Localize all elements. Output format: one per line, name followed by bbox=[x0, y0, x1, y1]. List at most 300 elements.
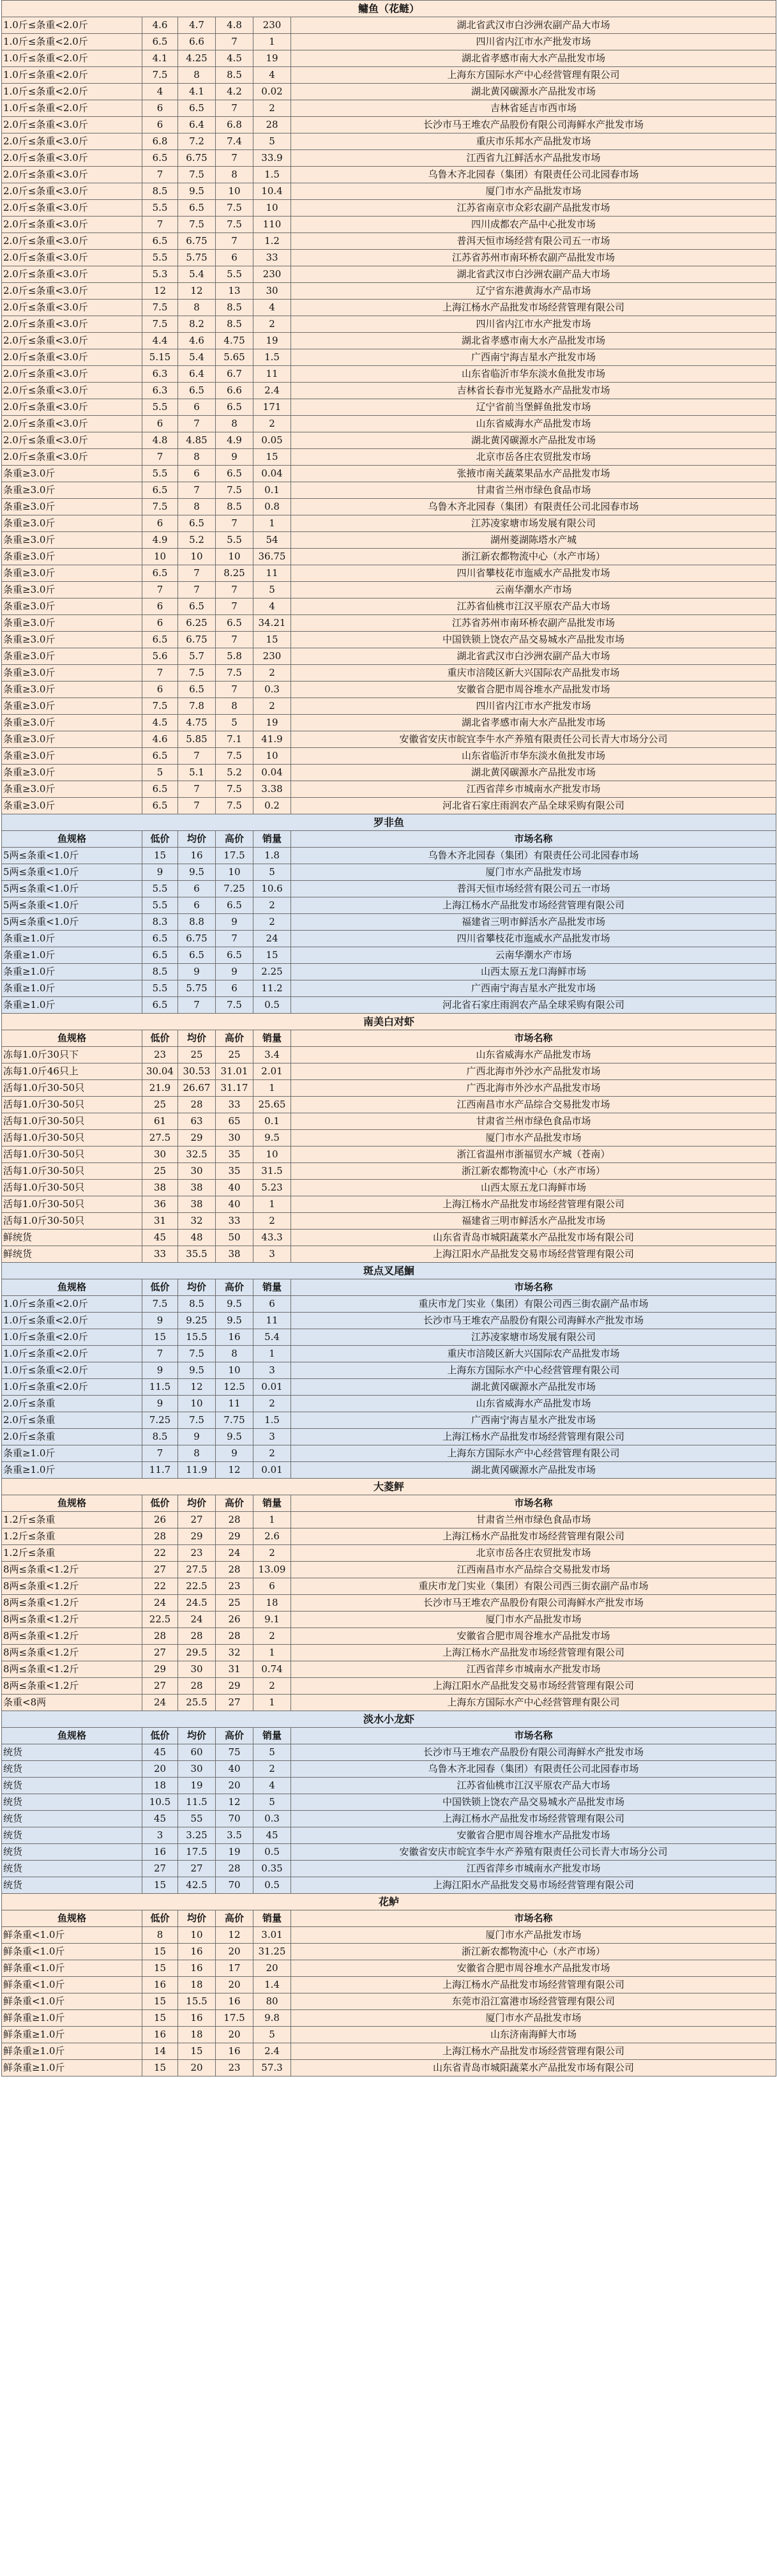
table-row bbox=[2, 1246, 776, 1263]
table-row bbox=[2, 1462, 776, 1479]
table-row bbox=[2, 881, 776, 897]
cell-high-price: 7 bbox=[216, 100, 253, 117]
cell-low-price: 7 bbox=[142, 582, 178, 598]
cell-volume: 19 bbox=[253, 50, 291, 67]
cell-avg-price: 11.9 bbox=[178, 1462, 216, 1479]
cell-market-name: 重庆市龙门实业（集团）有限公司西三街农副产品市场 bbox=[291, 1296, 776, 1313]
cell-market-name: 江苏凌家塘市场发展有限公司 bbox=[291, 515, 776, 532]
cell-market-name: 河北省石家庄雨润农产品全球采购有限公司 bbox=[291, 997, 776, 1014]
table-row bbox=[2, 366, 776, 383]
cell-high-price: 8 bbox=[216, 167, 253, 183]
section-title-row bbox=[2, 1711, 776, 1728]
cell-low-price: 22 bbox=[142, 1578, 178, 1595]
column-header-high-price: 高价 bbox=[216, 1910, 253, 1927]
cell-market-name: 安徽省合肥市周谷堆水产品批发市场 bbox=[291, 1960, 776, 1977]
cell-market-name: 山东济南海鲜大市场 bbox=[291, 2027, 776, 2043]
cell-market-name: 东莞市沿江富港市场经营管理有限公司 bbox=[291, 1993, 776, 2010]
cell-market-name: 湖北省孝感市南大水产品批发市场 bbox=[291, 50, 776, 67]
cell-spec: 条重≥3.0斤 bbox=[2, 515, 142, 532]
section-title-row bbox=[2, 1, 776, 17]
cell-avg-price: 8.5 bbox=[178, 1296, 216, 1313]
table-row bbox=[2, 1047, 776, 1063]
cell-avg-price: 16 bbox=[178, 1944, 216, 1960]
cell-market-name: 湖北黄冈碳源水产品批发市场 bbox=[291, 432, 776, 449]
cell-spec: 冻每1.0斤46只上 bbox=[2, 1063, 142, 1080]
cell-market-name: 四川省攀枝花市迤威水产品批发市场 bbox=[291, 931, 776, 947]
cell-high-price: 6.5 bbox=[216, 947, 253, 964]
cell-high-price: 8.5 bbox=[216, 300, 253, 316]
table-row bbox=[2, 2043, 776, 2060]
cell-low-price: 24 bbox=[142, 1695, 178, 1711]
cell-volume: 2 bbox=[253, 316, 291, 333]
cell-volume: 5.4 bbox=[253, 1329, 291, 1346]
cell-volume: 11 bbox=[253, 1313, 291, 1329]
cell-avg-price: 29 bbox=[178, 1130, 216, 1147]
cell-volume: 2 bbox=[253, 1678, 291, 1695]
cell-market-name: 重庆市龙门实业（集团）有限公司西三街农副产品市场 bbox=[291, 1578, 776, 1595]
cell-spec: 8两≤条重<1.2斤 bbox=[2, 1645, 142, 1661]
cell-high-price: 65 bbox=[216, 1113, 253, 1130]
cell-volume: 11 bbox=[253, 565, 291, 582]
cell-low-price: 7.25 bbox=[142, 1412, 178, 1429]
cell-market-name: 山东省青岛市城阳蔬菜水产品批发市场有限公司 bbox=[291, 2060, 776, 2077]
table-row bbox=[2, 1827, 776, 1844]
cell-avg-price: 23 bbox=[178, 1545, 216, 1562]
cell-spec: 鲜条重≥1.0斤 bbox=[2, 2027, 142, 2043]
cell-avg-price: 28 bbox=[178, 1097, 216, 1113]
column-header-avg-price: 均价 bbox=[178, 1279, 216, 1296]
cell-spec: 2.0斤≤条重<3.0斤 bbox=[2, 233, 142, 250]
cell-avg-price: 30 bbox=[178, 1761, 216, 1778]
cell-market-name: 上海江杨水产品批发市场经营管理有限公司 bbox=[291, 897, 776, 914]
cell-market-name: 浙江新农都物流中心（水产市场） bbox=[291, 1944, 776, 1960]
cell-market-name: 厦门市水产品批发市场 bbox=[291, 1612, 776, 1628]
cell-high-price: 23 bbox=[216, 2060, 253, 2077]
cell-avg-price: 5.75 bbox=[178, 250, 216, 266]
cell-market-name: 上海江杨水产品批发市场经营管理有限公司 bbox=[291, 2043, 776, 2060]
cell-high-price: 9 bbox=[216, 1445, 253, 1462]
cell-spec: 活每1.0斤30-50只 bbox=[2, 1097, 142, 1113]
cell-avg-price: 7 bbox=[178, 482, 216, 499]
section-title-row bbox=[2, 1014, 776, 1030]
cell-volume: 0.5 bbox=[253, 1844, 291, 1861]
cell-spec: 2.0斤≤条重<3.0斤 bbox=[2, 416, 142, 432]
cell-market-name: 四川省内江市水产批发市场 bbox=[291, 316, 776, 333]
cell-market-name: 山东省临沂市华东淡水鱼批发市场 bbox=[291, 748, 776, 765]
cell-high-price: 8.25 bbox=[216, 565, 253, 582]
column-header-row bbox=[2, 1279, 776, 1296]
cell-market-name: 湖北省武汉市白沙洲农副产品大市场 bbox=[291, 648, 776, 665]
cell-low-price: 7.5 bbox=[142, 499, 178, 515]
cell-low-price: 9 bbox=[142, 864, 178, 881]
table-row bbox=[2, 150, 776, 167]
cell-high-price: 30 bbox=[216, 1130, 253, 1147]
cell-market-name: 广西南宁海吉星水产批发市场 bbox=[291, 1412, 776, 1429]
cell-avg-price: 7.2 bbox=[178, 133, 216, 150]
cell-market-name: 四川省内江市水产批发市场 bbox=[291, 698, 776, 715]
cell-volume: 4 bbox=[253, 67, 291, 84]
cell-avg-price: 27 bbox=[178, 1861, 216, 1877]
cell-volume: 0.74 bbox=[253, 1661, 291, 1678]
table-row bbox=[2, 1528, 776, 1545]
table-row bbox=[2, 1794, 776, 1811]
cell-avg-price: 25.5 bbox=[178, 1695, 216, 1711]
cell-high-price: 9 bbox=[216, 449, 253, 466]
cell-market-name: 浙江省温州市浙福贸水产城（苍南） bbox=[291, 1147, 776, 1163]
column-header-market-name: 市场名称 bbox=[291, 1279, 776, 1296]
cell-market-name: 北京市岳各庄农贸批发市场 bbox=[291, 1545, 776, 1562]
cell-volume: 5 bbox=[253, 582, 291, 598]
table-row bbox=[2, 1811, 776, 1827]
table-row bbox=[2, 1661, 776, 1678]
cell-high-price: 7.5 bbox=[216, 482, 253, 499]
cell-low-price: 27 bbox=[142, 1678, 178, 1695]
cell-low-price: 4 bbox=[142, 84, 178, 100]
cell-high-price: 16 bbox=[216, 1993, 253, 2010]
cell-high-price: 31 bbox=[216, 1661, 253, 1678]
cell-low-price: 16 bbox=[142, 1977, 178, 1993]
table-row bbox=[2, 399, 776, 416]
cell-avg-price: 60 bbox=[178, 1744, 216, 1761]
section-title: 大菱鲆 bbox=[2, 1479, 776, 1495]
cell-volume: 0.04 bbox=[253, 765, 291, 781]
cell-spec: 5两≤条重<1.0斤 bbox=[2, 848, 142, 864]
cell-spec: 条重≥3.0斤 bbox=[2, 648, 142, 665]
cell-avg-price: 9.5 bbox=[178, 1362, 216, 1379]
table-row bbox=[2, 1778, 776, 1794]
table-row bbox=[2, 416, 776, 432]
cell-high-price: 8.5 bbox=[216, 67, 253, 84]
cell-low-price: 27 bbox=[142, 1645, 178, 1661]
cell-spec: 2.0斤≤条重<3.0斤 bbox=[2, 117, 142, 133]
cell-volume: 36.75 bbox=[253, 549, 291, 565]
cell-volume: 2 bbox=[253, 416, 291, 432]
cell-spec: 8两≤条重<1.2斤 bbox=[2, 1595, 142, 1612]
cell-low-price: 6.3 bbox=[142, 366, 178, 383]
cell-low-price: 11.5 bbox=[142, 1379, 178, 1396]
cell-avg-price: 27 bbox=[178, 1512, 216, 1528]
cell-volume: 0.05 bbox=[253, 432, 291, 449]
cell-avg-price: 55 bbox=[178, 1811, 216, 1827]
cell-avg-price: 32 bbox=[178, 1213, 216, 1230]
cell-low-price: 6 bbox=[142, 100, 178, 117]
cell-spec: 1.0斤≤条重<2.0斤 bbox=[2, 17, 142, 34]
cell-high-price: 19 bbox=[216, 1844, 253, 1861]
cell-market-name: 厦门市水产品批发市场 bbox=[291, 1130, 776, 1147]
cell-market-name: 广西北海市外沙水产品批发市场 bbox=[291, 1063, 776, 1080]
cell-volume: 19 bbox=[253, 715, 291, 731]
cell-high-price: 17.5 bbox=[216, 848, 253, 864]
table-row bbox=[2, 67, 776, 84]
cell-volume: 6 bbox=[253, 1296, 291, 1313]
cell-avg-price: 17.5 bbox=[178, 1844, 216, 1861]
cell-market-name: 甘肃省兰州市绿色食品市场 bbox=[291, 1512, 776, 1528]
cell-volume: 0.04 bbox=[253, 466, 291, 482]
cell-spec: 活每1.0斤30-50只 bbox=[2, 1130, 142, 1147]
cell-market-name: 重庆市涪陵区新大兴国际农产品批发市场 bbox=[291, 665, 776, 682]
table-row bbox=[2, 515, 776, 532]
cell-low-price: 7 bbox=[142, 1346, 178, 1362]
cell-low-price: 6 bbox=[142, 117, 178, 133]
cell-market-name: 乌鲁木齐北园春（集团）有限责任公司北园春市场 bbox=[291, 848, 776, 864]
cell-high-price: 8 bbox=[216, 416, 253, 432]
cell-spec: 统货 bbox=[2, 1744, 142, 1761]
cell-avg-price: 12 bbox=[178, 1379, 216, 1396]
cell-avg-price: 42.5 bbox=[178, 1877, 216, 1894]
cell-high-price: 4.9 bbox=[216, 432, 253, 449]
cell-volume: 0.8 bbox=[253, 499, 291, 515]
cell-low-price: 5.15 bbox=[142, 349, 178, 366]
table-row bbox=[2, 50, 776, 67]
cell-volume: 13.09 bbox=[253, 1562, 291, 1578]
table-row bbox=[2, 914, 776, 931]
cell-volume: 2.01 bbox=[253, 1063, 291, 1080]
cell-avg-price: 48 bbox=[178, 1230, 216, 1246]
cell-spec: 条重≥1.0斤 bbox=[2, 1462, 142, 1479]
table-row bbox=[2, 648, 776, 665]
cell-volume: 1 bbox=[253, 1080, 291, 1097]
cell-low-price: 4.6 bbox=[142, 17, 178, 34]
cell-low-price: 5.5 bbox=[142, 980, 178, 997]
cell-spec: 2.0斤≤条重<3.0斤 bbox=[2, 449, 142, 466]
cell-volume: 10 bbox=[253, 1147, 291, 1163]
cell-high-price: 6.5 bbox=[216, 615, 253, 632]
column-header-spec: 鱼规格 bbox=[2, 1030, 142, 1047]
cell-spec: 1.2斤≤条重 bbox=[2, 1528, 142, 1545]
cell-spec: 鲜条重<1.0斤 bbox=[2, 1960, 142, 1977]
cell-high-price: 8.5 bbox=[216, 499, 253, 515]
cell-spec: 2.0斤≤条重<3.0斤 bbox=[2, 250, 142, 266]
cell-spec: 8两≤条重<1.2斤 bbox=[2, 1578, 142, 1595]
cell-high-price: 10 bbox=[216, 1362, 253, 1379]
column-header-row bbox=[2, 1910, 776, 1927]
table-row bbox=[2, 682, 776, 698]
cell-spec: 统货 bbox=[2, 1844, 142, 1861]
cell-low-price: 8.5 bbox=[142, 964, 178, 980]
price-table bbox=[1, 0, 776, 2077]
cell-volume: 80 bbox=[253, 1993, 291, 2010]
cell-avg-price: 6.5 bbox=[178, 515, 216, 532]
cell-low-price: 6.5 bbox=[142, 482, 178, 499]
cell-spec: 1.0斤≤条重<2.0斤 bbox=[2, 1362, 142, 1379]
cell-spec: 2.0斤≤条重<3.0斤 bbox=[2, 316, 142, 333]
cell-high-price: 40 bbox=[216, 1196, 253, 1213]
cell-high-price: 40 bbox=[216, 1761, 253, 1778]
cell-volume: 57.3 bbox=[253, 2060, 291, 2077]
cell-volume: 41.9 bbox=[253, 731, 291, 748]
table-row bbox=[2, 848, 776, 864]
cell-high-price: 29 bbox=[216, 1528, 253, 1545]
cell-volume: 2 bbox=[253, 914, 291, 931]
column-header-row bbox=[2, 1030, 776, 1047]
cell-avg-price: 7 bbox=[178, 582, 216, 598]
table-row bbox=[2, 316, 776, 333]
cell-spec: 活每1.0斤30-50只 bbox=[2, 1196, 142, 1213]
cell-volume: 1 bbox=[253, 1512, 291, 1528]
cell-volume: 9.5 bbox=[253, 1130, 291, 1147]
cell-avg-price: 5.75 bbox=[178, 980, 216, 997]
cell-volume: 1 bbox=[253, 1645, 291, 1661]
cell-high-price: 7.25 bbox=[216, 881, 253, 897]
cell-low-price: 5.6 bbox=[142, 648, 178, 665]
table-row bbox=[2, 300, 776, 316]
column-header-avg-price: 均价 bbox=[178, 831, 216, 848]
cell-volume: 0.3 bbox=[253, 1811, 291, 1827]
cell-volume: 10 bbox=[253, 748, 291, 765]
table-row bbox=[2, 1678, 776, 1695]
table-row bbox=[2, 1445, 776, 1462]
table-row bbox=[2, 947, 776, 964]
cell-avg-price: 7.8 bbox=[178, 698, 216, 715]
cell-low-price: 7.5 bbox=[142, 300, 178, 316]
cell-volume: 28 bbox=[253, 117, 291, 133]
cell-market-name: 安徽省合肥市周谷堆水产品批发市场 bbox=[291, 1628, 776, 1645]
cell-market-name: 中国铁锁上饶农产品交易城水产品批发市场 bbox=[291, 632, 776, 648]
cell-high-price: 3.5 bbox=[216, 1827, 253, 1844]
cell-spec: 条重≥1.0斤 bbox=[2, 964, 142, 980]
cell-avg-price: 30 bbox=[178, 1661, 216, 1678]
cell-market-name: 四川成都农产品中心批发市场 bbox=[291, 217, 776, 233]
table-row bbox=[2, 598, 776, 615]
cell-market-name: 江西省萍乡市城南水产批发市场 bbox=[291, 781, 776, 798]
cell-avg-price: 24 bbox=[178, 1612, 216, 1628]
cell-volume: 2 bbox=[253, 1628, 291, 1645]
cell-market-name: 安徽省安庆市皖宜李牛水产养殖有限责任公司长青大市场分公司 bbox=[291, 1844, 776, 1861]
cell-avg-price: 63 bbox=[178, 1113, 216, 1130]
section-title-row bbox=[2, 1263, 776, 1279]
cell-low-price: 30.04 bbox=[142, 1063, 178, 1080]
cell-spec: 2.0斤≤条重<3.0斤 bbox=[2, 383, 142, 399]
cell-market-name: 上海江杨水产品批发市场经营管理有限公司 bbox=[291, 300, 776, 316]
cell-avg-price: 4.6 bbox=[178, 333, 216, 349]
cell-low-price: 7 bbox=[142, 167, 178, 183]
cell-high-price: 7.4 bbox=[216, 133, 253, 150]
cell-volume: 15 bbox=[253, 632, 291, 648]
table-row bbox=[2, 1645, 776, 1661]
cell-low-price: 4.6 bbox=[142, 731, 178, 748]
cell-high-price: 7 bbox=[216, 150, 253, 167]
cell-low-price: 21.9 bbox=[142, 1080, 178, 1097]
cell-low-price: 20 bbox=[142, 1761, 178, 1778]
cell-spec: 1.0斤≤条重<2.0斤 bbox=[2, 100, 142, 117]
cell-spec: 5两≤条重<1.0斤 bbox=[2, 881, 142, 897]
cell-spec: 8两≤条重<1.2斤 bbox=[2, 1678, 142, 1695]
cell-market-name: 上海江杨水产品批发市场经营管理有限公司 bbox=[291, 1811, 776, 1827]
cell-high-price: 20 bbox=[216, 1977, 253, 1993]
cell-spec: 2.0斤≤条重 bbox=[2, 1429, 142, 1445]
cell-market-name: 张掖市南关蔬菜果品水产品批发市场 bbox=[291, 466, 776, 482]
cell-low-price: 6.5 bbox=[142, 233, 178, 250]
cell-high-price: 7 bbox=[216, 931, 253, 947]
table-row bbox=[2, 980, 776, 997]
cell-low-price: 15 bbox=[142, 1993, 178, 2010]
cell-avg-price: 27.5 bbox=[178, 1562, 216, 1578]
table-row bbox=[2, 200, 776, 217]
cell-market-name: 江苏省仙桃市江汉平原农产品大市场 bbox=[291, 598, 776, 615]
table-row bbox=[2, 1313, 776, 1329]
cell-low-price: 7 bbox=[142, 449, 178, 466]
cell-high-price: 20 bbox=[216, 2027, 253, 2043]
cell-spec: 统货 bbox=[2, 1827, 142, 1844]
cell-market-name: 山西太原五龙口海鲜市场 bbox=[291, 964, 776, 980]
cell-low-price: 4.8 bbox=[142, 432, 178, 449]
column-header-volume: 销量 bbox=[253, 1030, 291, 1047]
table-row bbox=[2, 100, 776, 117]
cell-avg-price: 6.5 bbox=[178, 682, 216, 698]
cell-spec: 2.0斤≤条重<3.0斤 bbox=[2, 399, 142, 416]
table-row bbox=[2, 17, 776, 34]
cell-market-name: 湖北省武汉市白沙洲农副产品大市场 bbox=[291, 17, 776, 34]
cell-spec: 条重≥3.0斤 bbox=[2, 682, 142, 698]
cell-low-price: 15 bbox=[142, 2060, 178, 2077]
cell-low-price: 6.5 bbox=[142, 931, 178, 947]
cell-high-price: 4.8 bbox=[216, 17, 253, 34]
cell-low-price: 38 bbox=[142, 1180, 178, 1196]
cell-low-price: 28 bbox=[142, 1528, 178, 1545]
table-row bbox=[2, 781, 776, 798]
cell-spec: 条重≥1.0斤 bbox=[2, 947, 142, 964]
cell-avg-price: 7 bbox=[178, 565, 216, 582]
column-header-volume: 销量 bbox=[253, 1910, 291, 1927]
cell-avg-price: 7.5 bbox=[178, 217, 216, 233]
cell-low-price: 7.5 bbox=[142, 67, 178, 84]
cell-avg-price: 4.85 bbox=[178, 432, 216, 449]
cell-high-price: 23 bbox=[216, 1578, 253, 1595]
cell-avg-price: 6.75 bbox=[178, 632, 216, 648]
cell-low-price: 24 bbox=[142, 1595, 178, 1612]
cell-spec: 鲜条重≥1.0斤 bbox=[2, 2010, 142, 2027]
cell-market-name: 广西南宁海吉星水产批发市场 bbox=[291, 980, 776, 997]
cell-market-name: 吉林省延吉市西市场 bbox=[291, 100, 776, 117]
cell-volume: 230 bbox=[253, 266, 291, 283]
table-row bbox=[2, 698, 776, 715]
table-row bbox=[2, 1993, 776, 2010]
cell-avg-price: 6.4 bbox=[178, 117, 216, 133]
cell-high-price: 17.5 bbox=[216, 2010, 253, 2027]
cell-avg-price: 6 bbox=[178, 897, 216, 914]
cell-spec: 条重≥3.0斤 bbox=[2, 715, 142, 731]
cell-low-price: 6.8 bbox=[142, 133, 178, 150]
cell-avg-price: 6.4 bbox=[178, 366, 216, 383]
cell-spec: 条重≥3.0斤 bbox=[2, 698, 142, 715]
table-row bbox=[2, 1562, 776, 1578]
cell-high-price: 5.5 bbox=[216, 266, 253, 283]
table-row bbox=[2, 482, 776, 499]
cell-spec: 2.0斤≤条重<3.0斤 bbox=[2, 349, 142, 366]
table-row bbox=[2, 1612, 776, 1628]
table-row bbox=[2, 632, 776, 648]
table-row bbox=[2, 250, 776, 266]
table-row bbox=[2, 582, 776, 598]
column-header-volume: 销量 bbox=[253, 1728, 291, 1744]
table-row bbox=[2, 765, 776, 781]
cell-volume: 2 bbox=[253, 1545, 291, 1562]
cell-low-price: 15 bbox=[142, 848, 178, 864]
column-header-spec: 鱼规格 bbox=[2, 1910, 142, 1927]
cell-high-price: 6.5 bbox=[216, 897, 253, 914]
cell-market-name: 重庆市涪陵区新大兴国际农产品批发市场 bbox=[291, 1346, 776, 1362]
table-row bbox=[2, 1080, 776, 1097]
cell-volume: 110 bbox=[253, 217, 291, 233]
table-row bbox=[2, 1329, 776, 1346]
cell-low-price: 6.5 bbox=[142, 798, 178, 814]
cell-volume: 34.21 bbox=[253, 615, 291, 632]
cell-volume: 1 bbox=[253, 515, 291, 532]
cell-high-price: 40 bbox=[216, 1180, 253, 1196]
section-title: 淡水小龙虾 bbox=[2, 1711, 776, 1728]
cell-market-name: 上海东方国际水产中心经营管理有限公司 bbox=[291, 1445, 776, 1462]
cell-high-price: 31.01 bbox=[216, 1063, 253, 1080]
